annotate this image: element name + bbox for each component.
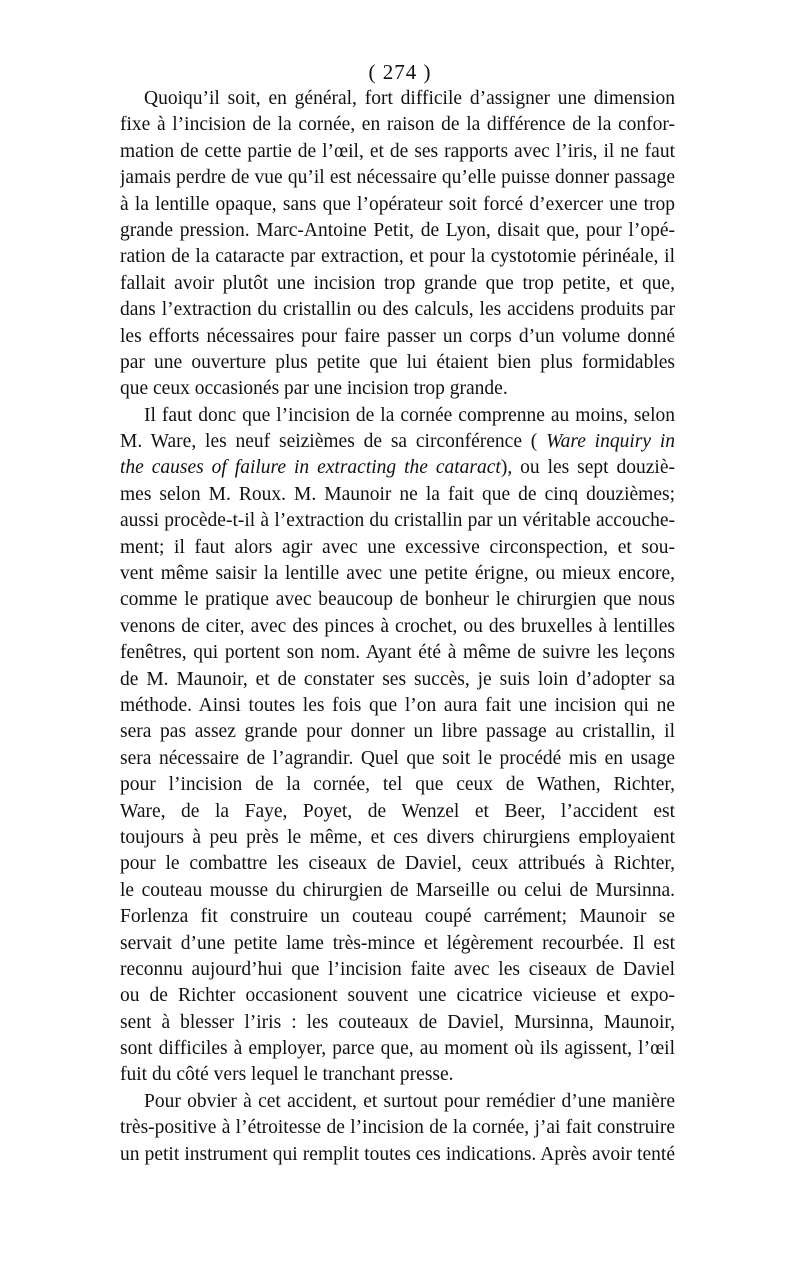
text-line: reconnu aujourd’hui que l’incision faite avec les ciseaux de Daviel — [120, 958, 675, 980]
text-line: à la lentille opaque, sans que l’opérateur soit forcé d’exercer une trop — [120, 193, 675, 215]
text-line: fenêtres, qui portent son nom. Ayant été à même de suivre les leçons — [120, 642, 675, 664]
text-line: servait d’une petite lame très-mince et légèrement recourbée. Il est — [120, 932, 675, 954]
text-line: par une ouverture plus petite que lui étaient bien plus formidables — [120, 351, 675, 373]
text-line: dans l’extraction du cristallin ou des calculs, les accidens produits par — [120, 299, 675, 321]
text-line: vent même saisir la lentille avec une petite érigne, ou mieux encore, — [120, 563, 675, 585]
text-line: sera nécessaire de l’agrandir. Quel que soit le procédé mis en usage — [120, 747, 675, 769]
text-line: le couteau mousse du chirurgien de Marseille ou celui de Mursinna. — [120, 879, 675, 901]
italic-citation: the causes of failure in extracting the cataract — [120, 457, 501, 479]
text-line: un petit instrument qui remplit toutes ces indications. Après avoir tenté — [120, 1143, 675, 1165]
text-segment: ), ou les sept douziè- — [500, 457, 675, 479]
text-line: fallait avoir plutôt une incision trop grande que trop petite, et que, — [120, 272, 675, 294]
text-line: les efforts nécessaires pour faire passer un corps d’un volume donné — [120, 325, 675, 347]
text-line: Pour obvier à cet accident, et surtout pour remédier d’une manière — [144, 1090, 675, 1112]
text-line: Forlenza fit construire un couteau coupé carrément; Maunoir se — [120, 906, 675, 928]
text-line: mation de cette partie de l’œil, et de ses rapports avec l’iris, il ne faut — [120, 140, 675, 162]
text-line: Quoiqu’il soit, en général, fort difficile d’assigner une dimension — [144, 88, 675, 109]
text-line: ration de la cataracte par extraction, et pour la cystotomie périnéale, il — [120, 246, 675, 268]
paragraph — [120, 1089, 675, 1168]
text-line: ment; il faut alors agir avec une excessive circonspection, et sou- — [120, 536, 675, 558]
text-line: fuit du côté vers lequel le tranchant presse. — [120, 1064, 454, 1086]
text-line: sont difficiles à employer, parce que, au moment où ils agissent, l’œil — [120, 1038, 675, 1060]
paragraph — [120, 86, 675, 403]
text-line: mes selon M. Roux. M. Maunoir ne la fait que de cinq douzièmes; — [120, 483, 675, 505]
italic-citation: Ware inquiry in — [546, 431, 675, 453]
page-number: ( 274 ) — [368, 60, 432, 84]
text-line: pour l’incision de la cornée, tel que ceux de Wathen, Richter, — [120, 774, 675, 796]
text-line: venons de citer, avec des pinces à crochet, ou des bruxelles à lentilles — [120, 615, 675, 637]
text-line: Il faut donc que l’incision de la cornée comprenne au moins, selon — [144, 404, 675, 426]
text-line: comme le pratique avec beaucoup de bonheur le chirurgien que nous — [120, 589, 675, 611]
text-line: très-positive à l’étroitesse de l’incision de la cornée, j’ai fait construire — [120, 1117, 675, 1139]
text-line: Ware, de la Faye, Poyet, de Wenzel et Beer, l’accident est — [120, 800, 675, 822]
text-line: jamais perdre de vue qu’il est nécessaire qu’elle puisse donner passage — [120, 167, 675, 189]
text-line: méthode. Ainsi toutes les fois que l’on aura fait une incision qui ne — [120, 694, 675, 716]
text-line: sent à blesser l’iris : les couteaux de Daviel, Mursinna, Maunoir, — [120, 1011, 675, 1033]
text-line: toujours à peu près le même, et ces divers chirurgiens employaient — [120, 826, 675, 848]
text-line — [120, 455, 675, 481]
text-line: ou de Richter occasionent souvent une cicatrice vicieuse et expo- — [120, 985, 675, 1007]
text-line — [120, 429, 675, 455]
paragraph — [120, 403, 675, 1089]
text-line: de M. Maunoir, et de constater ses succès, je suis loin d’adopter sa — [120, 668, 675, 690]
text-line: sera pas assez grande pour donner un libre passage au cristallin, il — [120, 721, 675, 743]
text-line: grande pression. Marc-Antoine Petit, de Lyon, disait que, pour l’opé- — [120, 219, 675, 241]
body-text — [120, 86, 675, 1168]
text-line: fixe à l’incision de la cornée, en raison de la différence de la confor- — [120, 114, 675, 136]
text-line: pour le combattre les ciseaux de Daviel, ceux attribués à Richter, — [120, 853, 675, 875]
text-line: aussi procède-t-il à l’extraction du cristallin par un véritable accouche- — [120, 510, 675, 532]
text-line: que ceux occasionés par une incision trop grande. — [120, 378, 508, 400]
text-segment: M. Ware, les neuf seizièmes de sa circonférence ( — [120, 431, 547, 453]
